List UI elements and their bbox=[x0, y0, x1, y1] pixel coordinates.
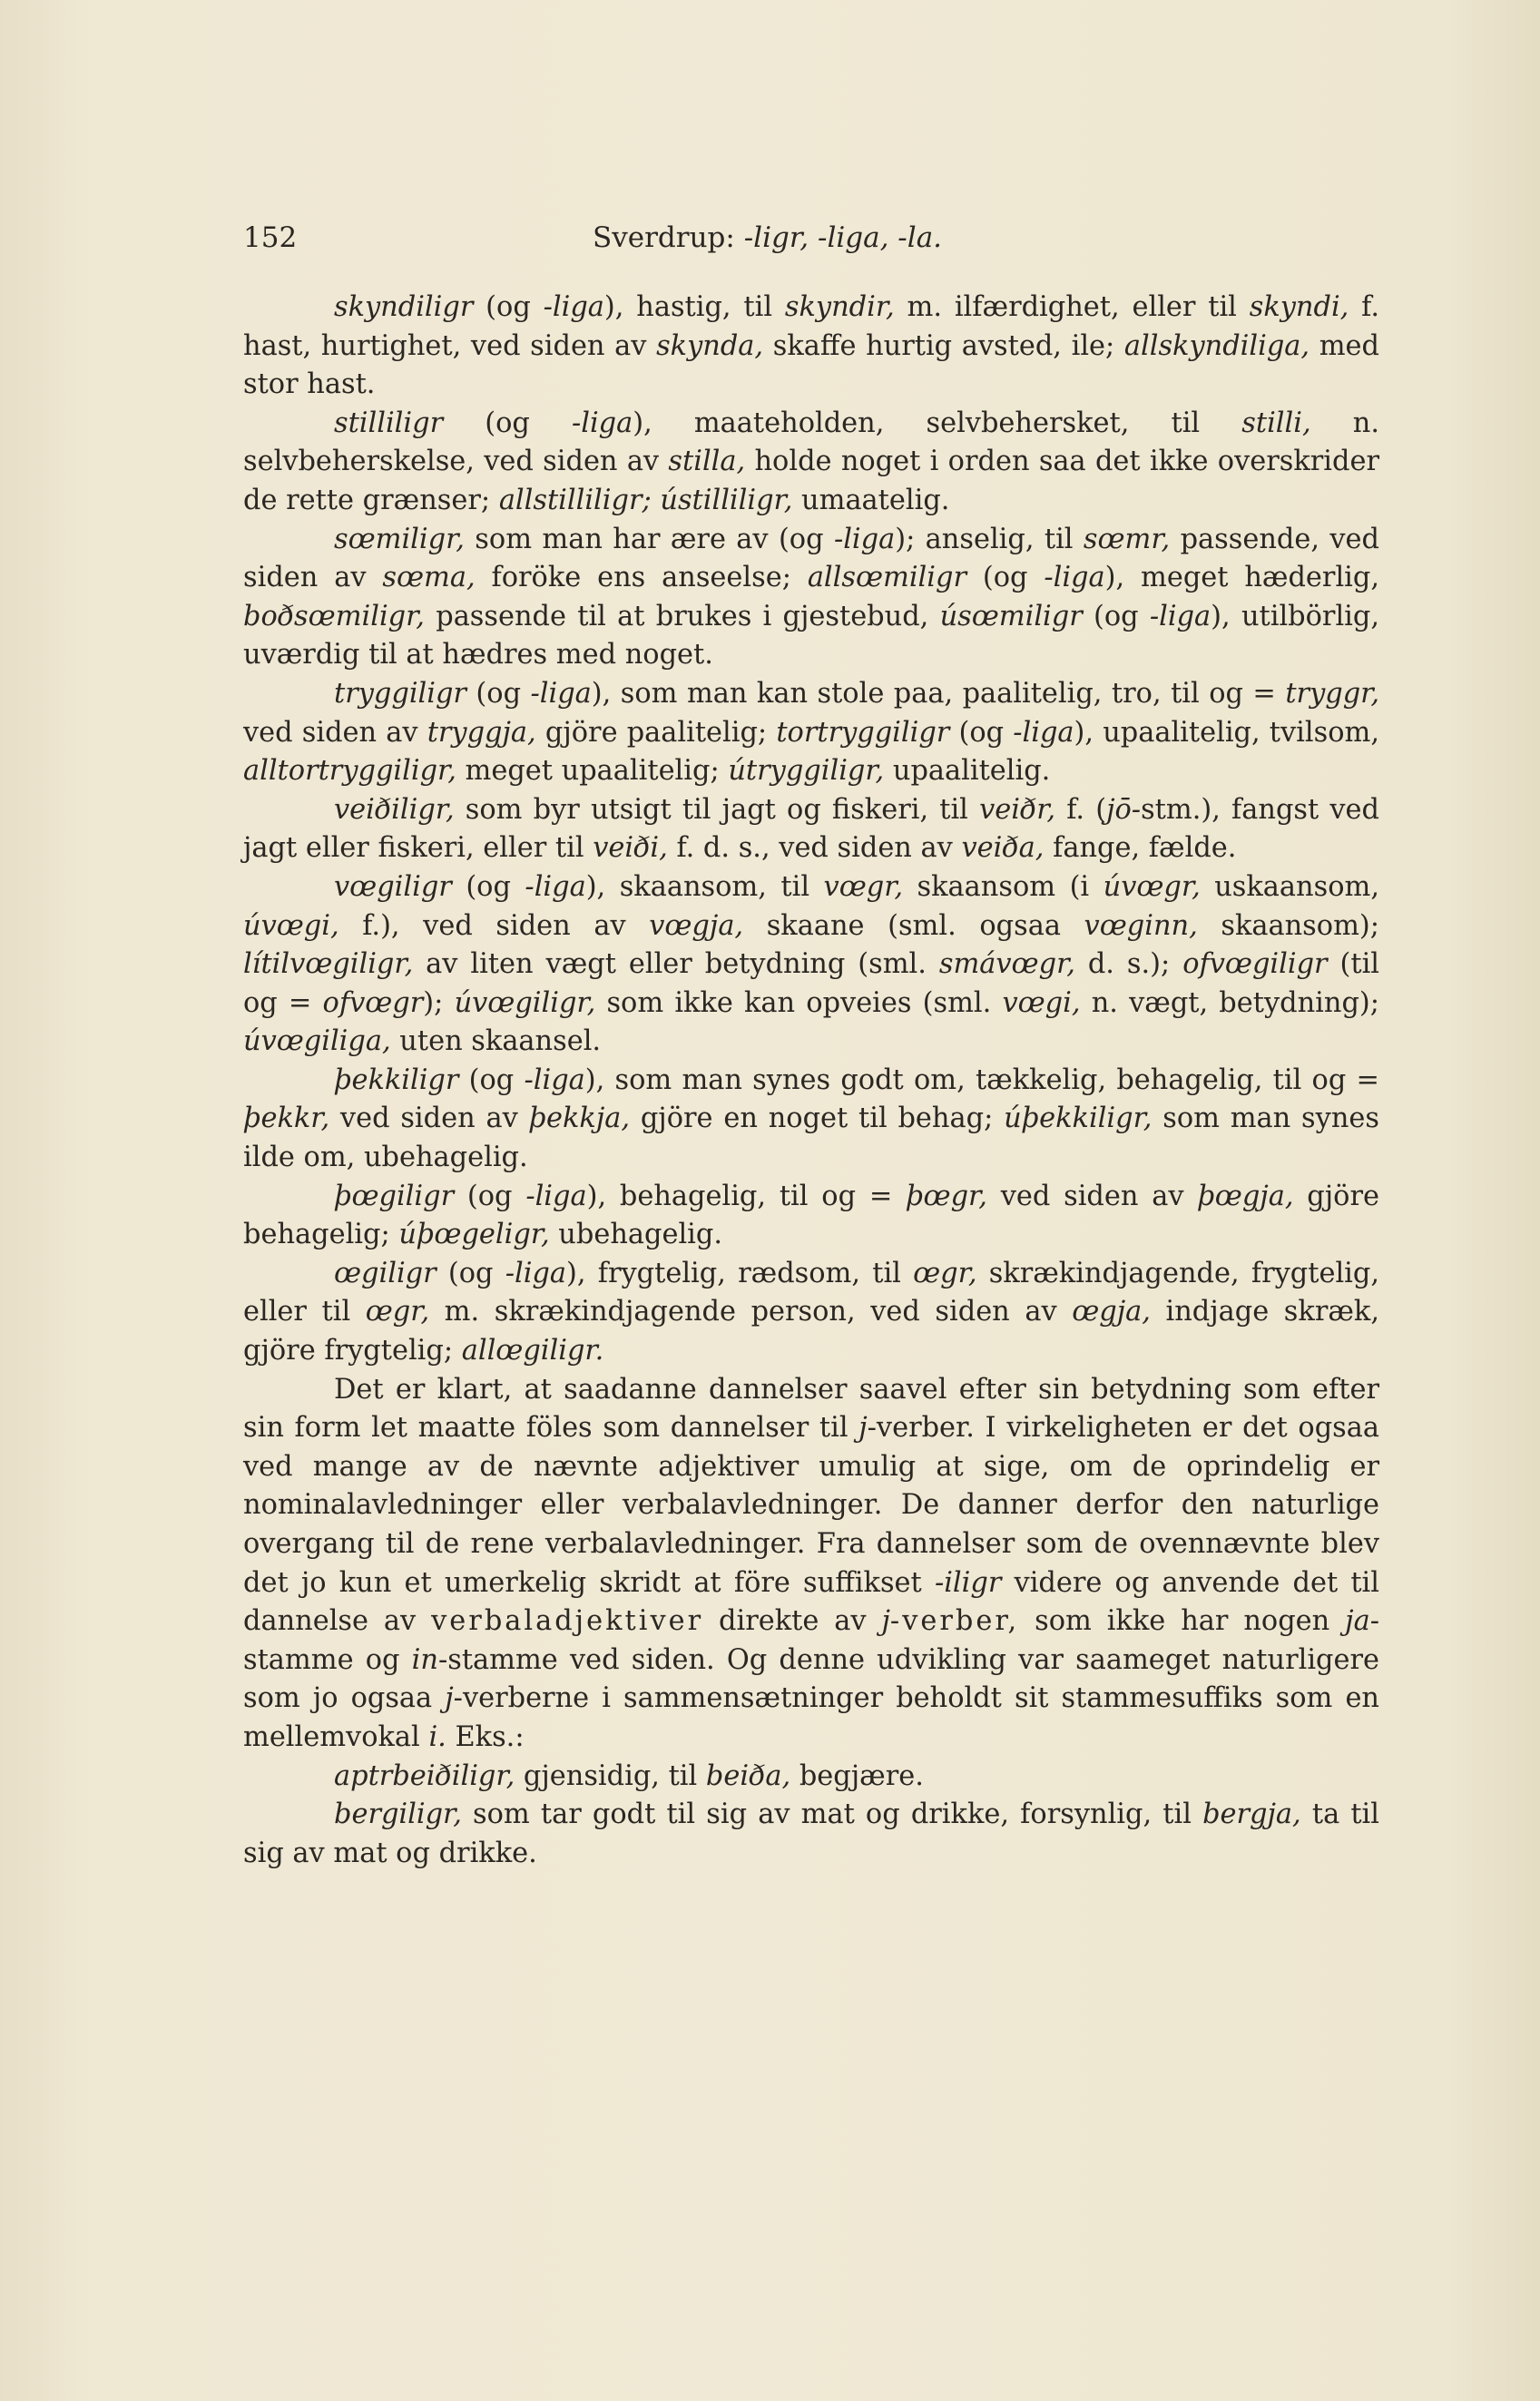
entry-italic-text: þœgiligr bbox=[334, 1180, 455, 1212]
entry-text: foröke ens anseelse; bbox=[475, 562, 808, 594]
dictionary-entry bbox=[243, 1255, 1379, 1371]
page-body bbox=[243, 289, 1379, 1873]
entry-text: ), upaalitelig, tvilsom, bbox=[1074, 716, 1379, 749]
entry-text: som ikke har nogen bbox=[1019, 1605, 1346, 1638]
entry-text: ), frygtelig, rædsom, til bbox=[566, 1257, 914, 1289]
entry-italic-text: veiðr, bbox=[979, 793, 1056, 826]
entry-text: (og bbox=[966, 562, 1045, 594]
entry-text: som ikke kan opveies (sml. bbox=[595, 986, 1003, 1019]
entry-italic-text: aptrbeiðiligr, bbox=[334, 1759, 515, 1792]
dictionary-entry bbox=[243, 1062, 1379, 1178]
entry-italic-text: ofvœgr bbox=[322, 986, 424, 1019]
dictionary-entry bbox=[243, 1371, 1379, 1758]
entry-text: ), meget hæderlig, bbox=[1104, 562, 1379, 594]
entry-italic-text: -liga bbox=[1149, 600, 1211, 632]
entry-italic-text: úvœgiligr, bbox=[454, 986, 596, 1019]
entry-text: som tar godt til sig av mat og drikke, forsynlig, til bbox=[461, 1798, 1203, 1831]
entry-italic-text: j bbox=[881, 1605, 890, 1638]
entry-text: f.), ved siden av bbox=[338, 909, 650, 942]
entry-text: -verberne i sammensætninger beholdt sit stammesuffiks som en mellemvokal bbox=[243, 1682, 1379, 1753]
entry-text: holde noget i orden saa det ikke overskrider de rette grænser; bbox=[243, 446, 1379, 516]
entry-italic-text: skynda, bbox=[656, 329, 764, 362]
dictionary-entry bbox=[243, 868, 1379, 1062]
entry-italic-text: -liga bbox=[530, 677, 592, 710]
entry-italic-text: vœgja, bbox=[649, 909, 744, 942]
entry-text: gjöre en noget til behag; bbox=[630, 1102, 1005, 1135]
entry-text: upaalitelig. bbox=[884, 755, 1051, 788]
entry-italic-text: -liga bbox=[1013, 716, 1074, 749]
entry-italic-text: þœgr, bbox=[906, 1180, 987, 1212]
entry-text: som byr utsigt til jagt og fiskeri, til bbox=[454, 793, 980, 826]
entry-text: d. s.); bbox=[1074, 948, 1183, 981]
entry-text: begjære. bbox=[790, 1759, 924, 1792]
entry-italic-text: stilla, bbox=[668, 446, 746, 478]
entry-italic-text: j bbox=[445, 1682, 454, 1715]
running-head-suffixes: -ligr, -liga, -la. bbox=[743, 221, 943, 254]
entry-text: gjöre paalitelig; bbox=[535, 716, 777, 749]
entry-italic-text: úsœmiligr bbox=[939, 600, 1083, 632]
dictionary-entry bbox=[243, 791, 1379, 868]
entry-text: f. ( bbox=[1055, 793, 1107, 826]
entry-text: av liten vægt eller betydning (sml. bbox=[413, 948, 939, 981]
entry-text: ta til sig av mat og drikke. bbox=[243, 1798, 1379, 1869]
entry-text: ved siden av bbox=[986, 1180, 1198, 1212]
entry-text: skaansom); bbox=[1197, 909, 1379, 942]
entry-text: m. skrækindjagende person, ved siden av bbox=[429, 1296, 1073, 1328]
entry-italic-text: skyndi, bbox=[1249, 291, 1349, 323]
entry-text: passende, ved siden av bbox=[243, 523, 1379, 594]
entry-text: ), som man kan stole paa, paalitelig, tro, til og = bbox=[591, 677, 1286, 710]
entry-text: ); anselig, til bbox=[895, 523, 1084, 555]
entry-italic-text: boðsœmiligr, bbox=[243, 600, 425, 632]
dictionary-entry bbox=[243, 1758, 1379, 1797]
entry-italic-text: þekkja, bbox=[528, 1102, 631, 1135]
entry-text: ved siden av bbox=[243, 716, 427, 749]
entry-text: ), maateholden, selvbehersket, til bbox=[633, 407, 1242, 439]
entry-italic-text: allœgiligr. bbox=[461, 1335, 604, 1367]
entry-italic-text: tryggr, bbox=[1285, 677, 1380, 710]
entry-text: som man synes ilde om, ubehagelig. bbox=[243, 1102, 1379, 1174]
entry-italic-text: skyndiligr bbox=[334, 291, 474, 323]
entry-italic-text: ofvœgiligr bbox=[1182, 948, 1328, 981]
entry-text: ), som man synes godt om, tækkelig, behagelig, til og = bbox=[584, 1063, 1379, 1096]
entry-text: med stor hast. bbox=[243, 329, 1379, 401]
entry-text: skaansom (i bbox=[903, 870, 1104, 903]
entry-italic-text: stilliligr bbox=[334, 407, 444, 439]
entry-italic-text: tortryggiligr bbox=[776, 716, 950, 749]
entry-text: skaane (sml. ogsaa bbox=[743, 909, 1084, 942]
entry-italic-text: þekkr, bbox=[243, 1102, 330, 1135]
entry-text: verber, bbox=[902, 1605, 1020, 1638]
entry-italic-text: ja bbox=[1345, 1605, 1370, 1638]
dictionary-entry bbox=[243, 289, 1379, 405]
entry-text: umaatelig. bbox=[792, 484, 950, 516]
entry-italic-text: úvœgi, bbox=[243, 909, 339, 942]
entry-text: (til og = bbox=[243, 948, 1380, 1019]
entry-italic-text: þœgja, bbox=[1197, 1180, 1294, 1212]
entry-italic-text: -iligr bbox=[934, 1566, 1002, 1599]
entry-italic-text: bergja, bbox=[1202, 1798, 1301, 1831]
entry-text: verbaladjektiver bbox=[431, 1605, 704, 1638]
entry-italic-text: úvœgiliga, bbox=[243, 1025, 391, 1058]
entry-italic-text: bergiligr, bbox=[334, 1798, 462, 1831]
entry-italic-text: in bbox=[411, 1643, 438, 1676]
entry-text: ubehagelig. bbox=[549, 1219, 722, 1251]
entry-text: (og bbox=[443, 407, 572, 439]
entry-italic-text: þekkiligr bbox=[334, 1063, 459, 1096]
entry-italic-text: alltortryggiligr, bbox=[243, 755, 456, 788]
entry-italic-text: allstilliligr; ústilliligr, bbox=[498, 484, 793, 516]
entry-text: (og bbox=[436, 1257, 505, 1289]
dictionary-entry bbox=[243, 1178, 1379, 1255]
entry-text: m. ilfærdighet, eller til bbox=[894, 291, 1250, 323]
entry-text: gjensidig, til bbox=[515, 1759, 706, 1792]
entry-italic-text: i. bbox=[428, 1720, 446, 1753]
entry-text: indjage skræk, gjöre frygtelig; bbox=[243, 1296, 1379, 1367]
dictionary-entry bbox=[243, 1796, 1379, 1873]
entry-text: passende til at brukes i gjestebud, bbox=[424, 600, 940, 632]
entry-italic-text: -liga bbox=[505, 1257, 566, 1289]
running-head bbox=[593, 221, 942, 254]
entry-text: (og bbox=[473, 291, 544, 323]
entry-italic-text: skyndir, bbox=[784, 291, 895, 323]
running-head-author: Sverdrup: bbox=[593, 221, 735, 254]
entry-text: n. selvbeherskelse, ved siden av bbox=[243, 407, 1379, 478]
entry-text: ), skaansom, til bbox=[585, 870, 824, 903]
entry-italic-text: œgr, bbox=[913, 1257, 977, 1289]
entry-text: skrækindjagende, frygtelig, eller til bbox=[243, 1257, 1379, 1328]
entry-italic-text: tryggja, bbox=[427, 716, 536, 749]
entry-text: (og bbox=[949, 716, 1014, 749]
entry-italic-text: vœgi, bbox=[1002, 986, 1081, 1019]
entry-italic-text: vœgr, bbox=[823, 870, 904, 903]
entry-italic-text: -liga bbox=[543, 291, 604, 323]
dictionary-entry bbox=[243, 405, 1379, 521]
entry-italic-text: beiða, bbox=[705, 1759, 791, 1792]
entry-italic-text: -liga bbox=[571, 407, 633, 439]
entry-italic-text: allsœmiligr bbox=[807, 562, 966, 594]
entry-italic-text: úþekkiligr, bbox=[1004, 1102, 1153, 1135]
entry-italic-text: -liga bbox=[525, 870, 586, 903]
entry-italic-text: j bbox=[858, 1412, 868, 1445]
dictionary-entry bbox=[243, 675, 1379, 791]
entry-text: ved siden av bbox=[329, 1102, 529, 1135]
entry-text: n. vægt, betydning); bbox=[1080, 986, 1380, 1019]
entry-italic-text: jō- bbox=[1106, 793, 1142, 826]
page-header bbox=[243, 221, 1387, 261]
entry-text: ), behagelig, til og = bbox=[586, 1180, 907, 1212]
entry-italic-text: -liga bbox=[524, 1063, 585, 1096]
entry-text: (og bbox=[466, 677, 531, 710]
entry-text: stm.), fangst ved jagt eller fiskeri, eller til bbox=[243, 793, 1379, 865]
entry-italic-text: œgja, bbox=[1072, 1296, 1151, 1328]
entry-italic-text: sœmr, bbox=[1083, 523, 1171, 555]
entry-italic-text: úvœgr, bbox=[1103, 870, 1201, 903]
entry-text: f. hast, hurtighet, ved siden av bbox=[243, 291, 1379, 362]
entry-italic-text: veiða, bbox=[961, 832, 1045, 865]
entry-italic-text: œgr, bbox=[365, 1296, 430, 1328]
entry-italic-text: -liga bbox=[1044, 562, 1105, 594]
entry-text: (og bbox=[451, 870, 525, 903]
entry-text: ); bbox=[423, 986, 455, 1019]
entry-italic-text: tryggiligr bbox=[334, 677, 466, 710]
entry-text: -verber. I virkeligheten er det ogsaa ved mange av de nævnte adjektiver umulig at sige, om de oprindelig er nominalavledninger eller verbalavledninger. De danner derfor den naturlige overgang til de rene verbalavledninger. Fra dannelser som de ovennævnte blev det jo kun et umerkelig skridt at före suffikset bbox=[243, 1412, 1379, 1599]
entry-text: meget upaalitelig; bbox=[456, 755, 729, 788]
entry-text: Eks.: bbox=[446, 1720, 525, 1753]
dictionary-entry bbox=[243, 521, 1379, 675]
entry-text: ), utilbörlig, uværdig til at hædres med noget. bbox=[243, 600, 1379, 671]
entry-text: direkte av bbox=[703, 1605, 882, 1638]
entry-italic-text: útryggiligr, bbox=[728, 755, 885, 788]
entry-text: skaffe hurtig avsted, ile; bbox=[763, 329, 1124, 362]
entry-italic-text: -liga bbox=[833, 523, 896, 555]
entry-italic-text: sœmiligr, bbox=[334, 523, 465, 555]
entry-text: -stamme og bbox=[243, 1605, 1379, 1676]
entry-italic-text: vœginn, bbox=[1084, 909, 1198, 942]
entry-text: -stamme ved siden. Og denne udvikling var saameget naturligere som jo ogsaa bbox=[243, 1643, 1379, 1715]
entry-text: videre og anvende det til dannelse av bbox=[243, 1566, 1379, 1638]
entry-text: (og bbox=[1082, 600, 1150, 632]
entry-text: - bbox=[889, 1605, 903, 1638]
entry-italic-text: smávœgr, bbox=[938, 948, 1075, 981]
entry-text: fange, fælde. bbox=[1044, 832, 1237, 865]
entry-text: Det er klart, at saadanne dannelser saavel efter sin betydning som efter sin form let maatte föles som dannelser til bbox=[243, 1373, 1379, 1445]
entry-text: uskaansom, bbox=[1200, 870, 1379, 903]
page-number: 152 bbox=[243, 221, 298, 254]
entry-italic-text: lítilvœgiligr, bbox=[243, 948, 414, 981]
entry-text: (og bbox=[454, 1180, 526, 1212]
entry-italic-text: sœma, bbox=[382, 562, 476, 594]
entry-text: f. d. s., ved siden av bbox=[667, 832, 962, 865]
entry-italic-text: œgiligr bbox=[334, 1257, 436, 1289]
entry-italic-text: stilli, bbox=[1241, 407, 1311, 439]
entry-text: som man har ære av (og bbox=[464, 523, 834, 555]
entry-italic-text: -liga bbox=[525, 1180, 587, 1212]
entry-text: uten skaansel. bbox=[390, 1025, 602, 1058]
entry-text: (og bbox=[458, 1063, 525, 1096]
entry-italic-text: allskyndiliga, bbox=[1123, 329, 1310, 362]
entry-italic-text: úþœgeligr, bbox=[398, 1219, 550, 1251]
entry-text: gjöre behagelig; bbox=[243, 1180, 1379, 1251]
entry-italic-text: vœgiligr bbox=[334, 870, 452, 903]
entry-text: ), hastig, til bbox=[603, 291, 785, 323]
entry-italic-text: veiðiligr, bbox=[334, 793, 455, 826]
entry-italic-text: veiði, bbox=[593, 832, 668, 865]
